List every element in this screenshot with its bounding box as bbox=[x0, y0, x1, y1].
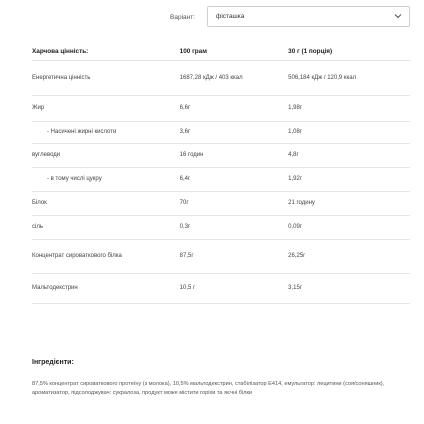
variant-dropdown[interactable] bbox=[207, 6, 410, 27]
header-nutrition: Харчова цінність: bbox=[32, 42, 180, 61]
value-per-100g: 6,6г bbox=[180, 96, 288, 122]
nutrition-row bbox=[32, 96, 410, 122]
value-per-serving: 3,15г bbox=[288, 274, 410, 304]
chevron-down-icon bbox=[393, 11, 403, 21]
variant-selector-row bbox=[0, 0, 424, 34]
nutrient-name: Мальтодекстрин bbox=[32, 274, 180, 304]
value-per-100g: 16 годин bbox=[180, 144, 288, 168]
variant-label: Варіант: bbox=[170, 14, 195, 21]
nutrition-row bbox=[32, 192, 410, 216]
nutrient-name: вуглеводи bbox=[32, 144, 180, 168]
nutrition-row bbox=[32, 240, 410, 274]
value-per-100g: 3,6г bbox=[180, 122, 288, 144]
nutrition-row bbox=[32, 61, 410, 96]
nutrient-name: Енергетична цінність bbox=[32, 61, 180, 96]
nutrient-name: - Насичені жирні кислоти bbox=[32, 122, 180, 144]
nutrient-name: - в тому числі цукру bbox=[32, 168, 180, 192]
nutrition-row bbox=[32, 144, 410, 168]
nutrition-row bbox=[32, 274, 410, 304]
ingredients-text: 87,5% концентрат сироваткового протеїну (з молока), 10,5% мальтодекстрин, стабілізатор E414, емульгатор: лецитини (соя/соняшник), ароматизатор, підсолоджувач: сукралоза, продукт може містити горіхи та яєчні білки bbox=[32, 381, 385, 397]
value-per-serving: 26,25г bbox=[288, 240, 410, 274]
value-per-100g: 1687,28 кДж / 403 ккал bbox=[180, 61, 288, 96]
header-per-serving: 30 г (1 порція) bbox=[288, 42, 410, 61]
value-per-serving: 21 годину bbox=[288, 192, 410, 216]
value-per-serving: 4,8г bbox=[288, 144, 410, 168]
value-per-100g: 70г bbox=[180, 192, 288, 216]
nutrient-name: сіль bbox=[32, 216, 180, 240]
nutrient-name: Білок bbox=[32, 192, 180, 216]
nutrition-row bbox=[32, 122, 410, 144]
value-per-serving: 0,09г bbox=[288, 216, 410, 240]
value-per-100g: 0,3г bbox=[180, 216, 288, 240]
variant-selected-value: фісташка bbox=[216, 13, 245, 20]
value-per-serving: 1,08г bbox=[288, 122, 410, 144]
value-per-100g: 6,4г bbox=[180, 168, 288, 192]
value-per-serving: 1,98г bbox=[288, 96, 410, 122]
ingredients-title: Інгредієнти: bbox=[32, 359, 74, 366]
value-per-serving: 1,92г bbox=[288, 168, 410, 192]
value-per-serving: 506,184 кДж / 120,9 ккал bbox=[288, 61, 410, 96]
nutrient-name: Жир bbox=[32, 96, 180, 122]
nutrition-row bbox=[32, 216, 410, 240]
nutrition-table bbox=[32, 42, 410, 304]
value-per-100g: 87,5г bbox=[180, 240, 288, 274]
nutrition-header-row bbox=[32, 42, 410, 61]
header-per-100g: 100 грам bbox=[180, 42, 288, 61]
value-per-100g: 10,5 г bbox=[180, 274, 288, 304]
nutrient-name: Концентрат сироваткового білка bbox=[32, 240, 180, 274]
nutrition-row bbox=[32, 168, 410, 192]
